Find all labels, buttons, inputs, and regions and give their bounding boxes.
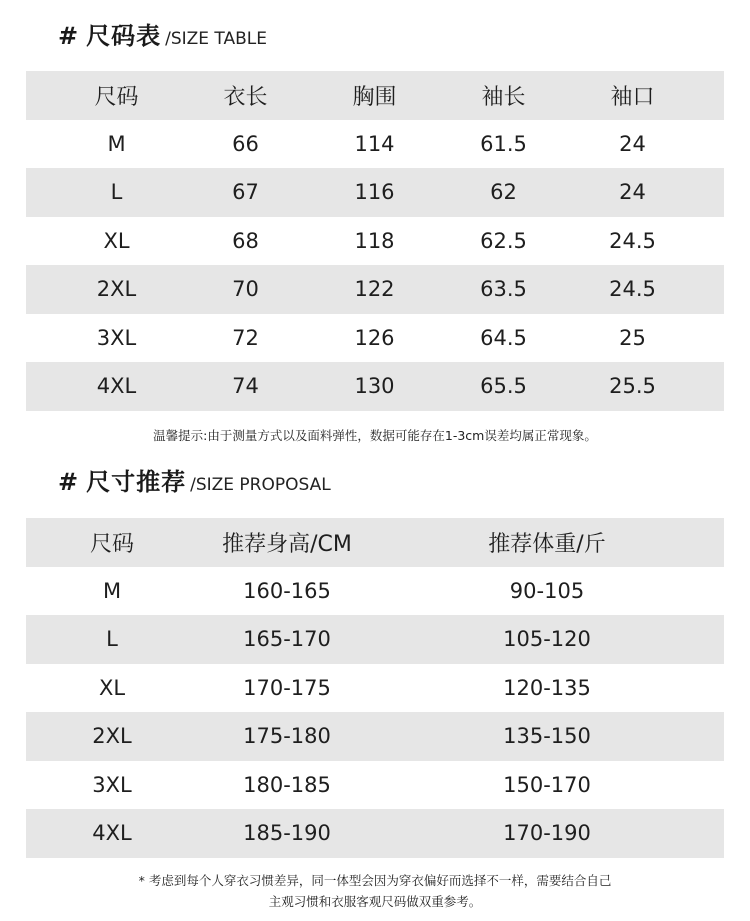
table-cell: 165-170 — [243, 627, 331, 652]
measurement-note: 温馨提示:由于测量方式以及面料弹性，数据可能存在1-3cm误差均属正常现象。 — [153, 428, 597, 443]
table-cell: 68 — [232, 228, 259, 253]
header-cell: 推荐身高/CM — [222, 531, 352, 557]
table-row — [26, 809, 724, 858]
header-cell: 衣长 — [223, 84, 268, 110]
table-cell: 64.5 — [480, 325, 527, 350]
table-cell: 150-170 — [503, 772, 591, 797]
table-cell: 62 — [490, 180, 517, 205]
table-row — [26, 168, 724, 217]
table-cell: 120-135 — [503, 675, 591, 700]
table-cell: 66 — [232, 131, 259, 156]
table-row — [26, 761, 724, 810]
header-cell: 尺码 — [89, 531, 134, 557]
table-cell: L — [110, 180, 123, 205]
table-cell: 63.5 — [480, 277, 527, 302]
table-row — [26, 664, 724, 713]
hash-mark: # — [58, 22, 79, 50]
table-cell: 24.5 — [609, 228, 656, 253]
table-cell: 130 — [354, 374, 395, 399]
proposal-note-line1: * 考虑到每个人穿衣习惯差异，同一体型会因为穿衣偏好而选择不一样，需要结合自己 — [138, 873, 612, 888]
table-cell: XL — [103, 228, 130, 253]
header-cell: 推荐体重/斤 — [488, 531, 606, 557]
header-cell: 胸围 — [352, 84, 397, 110]
table-cell: 135-150 — [503, 724, 591, 749]
proposal-note-line2: 主观习惯和衣服客观尺码做双重参考。 — [268, 894, 482, 909]
table-cell: 74 — [232, 374, 259, 399]
table-cell: 90-105 — [509, 578, 585, 603]
table-cell: 61.5 — [480, 131, 527, 156]
table-cell: 180-185 — [243, 772, 331, 797]
header-cell: 袖长 — [481, 84, 526, 110]
table-cell: L — [106, 627, 118, 652]
table-header-row — [26, 71, 724, 120]
table-row — [26, 567, 724, 616]
size-table-title-en: /SIZE TABLE — [165, 29, 268, 49]
table-row — [26, 120, 724, 169]
header-cell: 尺码 — [94, 84, 139, 110]
table-cell: XL — [98, 675, 126, 700]
table-row — [26, 712, 724, 761]
size-proposal-table — [26, 518, 724, 858]
table-cell: 67 — [232, 180, 259, 205]
proposal-note — [0, 870, 750, 912]
table-cell: 3XL — [96, 325, 137, 350]
size-table-title — [58, 16, 267, 51]
table-cell: 65.5 — [480, 374, 527, 399]
table-cell: 4XL — [96, 374, 137, 399]
table-row — [26, 615, 724, 664]
table-cell: 62.5 — [480, 228, 527, 253]
table-cell: 118 — [354, 228, 395, 253]
table-cell: 24.5 — [609, 277, 656, 302]
table-cell: 2XL — [96, 277, 137, 302]
table-cell: 126 — [354, 325, 395, 350]
table-row — [26, 265, 724, 314]
table-cell: M — [107, 131, 126, 156]
size-proposal-title — [58, 462, 331, 497]
size-proposal-title-en: /SIZE PROPOSAL — [190, 475, 331, 495]
size-proposal-title-cn: 尺寸推荐 — [86, 468, 187, 496]
table-cell: 170-175 — [243, 675, 331, 700]
table-cell: 70 — [232, 277, 259, 302]
table-cell: 25.5 — [609, 374, 656, 399]
size-table — [26, 71, 724, 411]
header-cell: 袖口 — [610, 84, 655, 110]
table-cell: 3XL — [92, 772, 132, 797]
table-cell: M — [102, 578, 122, 603]
table-cell: 122 — [354, 277, 395, 302]
table-cell: 25 — [619, 325, 646, 350]
table-row — [26, 362, 724, 411]
table-row — [26, 314, 724, 363]
table-cell: 4XL — [92, 821, 132, 846]
table-cell: 160-165 — [243, 578, 331, 603]
table-cell: 24 — [619, 131, 646, 156]
table-cell: 2XL — [92, 724, 132, 749]
table-cell: 72 — [232, 325, 259, 350]
table-cell: 105-120 — [503, 627, 591, 652]
table-cell: 116 — [354, 180, 395, 205]
table-row — [26, 217, 724, 266]
hash-mark: # — [58, 468, 79, 496]
table-header-row — [26, 518, 724, 567]
table-cell: 170-190 — [503, 821, 591, 846]
table-cell: 24 — [619, 180, 646, 205]
table-cell: 185-190 — [243, 821, 331, 846]
size-table-title-cn: 尺码表 — [86, 22, 162, 50]
table-cell: 175-180 — [243, 724, 331, 749]
table-cell: 114 — [354, 131, 395, 156]
